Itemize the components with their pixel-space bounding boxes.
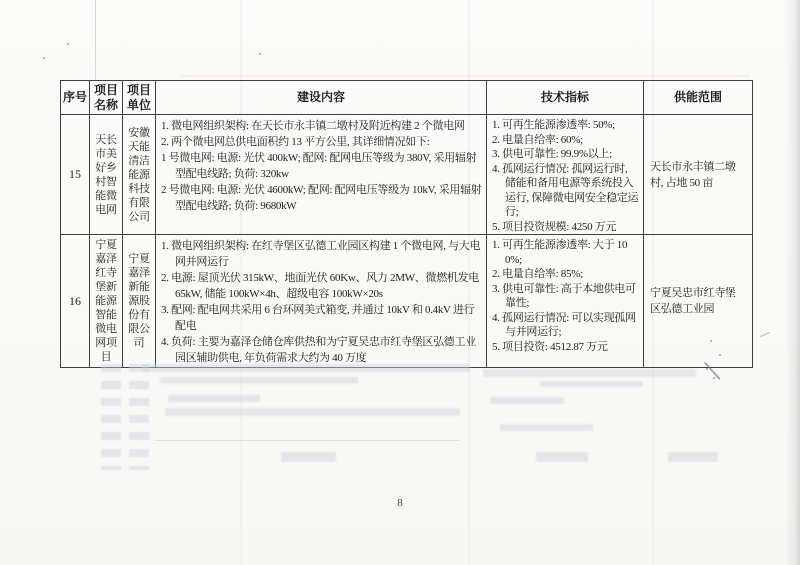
column-header-project-unit: 项目单位 bbox=[123, 81, 156, 115]
bleed-through-artifact bbox=[142, 364, 470, 372]
indicator-line: 2. 电量自给率: 85%; bbox=[492, 268, 583, 280]
cell-construction-content bbox=[156, 235, 487, 368]
cell-technical-indicators bbox=[487, 235, 644, 368]
indicator-line: 5. 项目投资规模: 4250 万元 bbox=[492, 220, 617, 233]
cell-project-name: 天长市美好乡村智能微电网 bbox=[90, 115, 123, 235]
content-line: 2. 两个微电网总供电面积约 13 平方公里, 其详细情况如下: bbox=[161, 136, 430, 148]
table-row-16 bbox=[61, 235, 753, 368]
ink-speck bbox=[67, 43, 69, 45]
project-table bbox=[60, 80, 753, 368]
column-header-technical-indicators: 技术指标 bbox=[487, 81, 644, 115]
bleed-through-artifact bbox=[536, 452, 588, 462]
ink-speck bbox=[259, 53, 261, 55]
cell-supply-scope: 宁夏吴忠市红寺堡区弘德工业园 bbox=[644, 235, 753, 368]
column-header-supply-scope: 供能范围 bbox=[644, 81, 753, 115]
cell-seq-number: 15 bbox=[61, 115, 90, 235]
indicator-line: 3. 供电可靠性: 高于本地供电可靠性; bbox=[492, 282, 636, 309]
table-row-15 bbox=[61, 115, 753, 235]
cell-project-unit: 宁夏嘉泽新能源股份有限公司 bbox=[123, 235, 156, 368]
content-line: 1 号微电网: 电源: 光伏 400kW; 配网: 配网电压等级为 380V, 采用辐射型配电线路; 负荷: 320kw bbox=[161, 152, 477, 180]
indicator-line: 1. 可再生能源渗透率: 大于 100%; bbox=[492, 239, 628, 266]
bleed-through-artifact bbox=[155, 440, 460, 441]
bleed-through-artifact bbox=[668, 452, 718, 462]
content-line: 2. 电源: 屋顶光伏 315kW、地面光伏 60Kw、风力 2MW、微燃机发电 65kW, 储能 100kW×4h、超级电容 100kW×20s bbox=[161, 272, 479, 300]
ink-speck bbox=[713, 377, 715, 379]
fold-line bbox=[95, 0, 96, 80]
content-line: 4. 负荷: 主要为嘉泽仓储仓库供热和为宁夏吴忠市红寺堡区弘德工业园区辅助供电, 年负荷需求大约为 40 万度 bbox=[161, 336, 476, 364]
bleed-through-artifact bbox=[165, 408, 460, 416]
table-header-row bbox=[61, 81, 753, 115]
bleed-through-artifact bbox=[101, 364, 121, 470]
bleed-through-artifact bbox=[540, 381, 643, 387]
ink-speck bbox=[719, 354, 721, 356]
content-line: 2 号微电网: 电源: 光伏 4600kW; 配网: 配网电压等级为 10kV, 采用辐射型配电线路; 负荷: 9680kW bbox=[161, 184, 482, 212]
bleed-through-artifact bbox=[281, 452, 336, 462]
bleed-through-artifact bbox=[483, 369, 696, 377]
bleed-through-artifact bbox=[490, 397, 564, 404]
ink-speck bbox=[43, 57, 45, 59]
content-line: 1. 微电网组织架构: 在红寺堡区弘德工业园区构建 1 个微电网, 与大电网并网运行 bbox=[161, 240, 481, 268]
cell-seq-number: 16 bbox=[61, 235, 90, 368]
scan-edge-shadow bbox=[786, 0, 800, 565]
indicator-line: 4. 孤网运行情况: 可以实现孤网与并网运行; bbox=[492, 311, 636, 338]
ink-speck bbox=[706, 368, 708, 370]
pen-scratch bbox=[760, 332, 769, 337]
cell-project-name: 宁夏嘉泽红寺堡新能源智能微电网项目 bbox=[90, 235, 123, 368]
indicator-line: 3. 供电可靠性: 99.9%以上; bbox=[492, 148, 612, 160]
column-header-seq: 序号 bbox=[61, 81, 90, 115]
indicator-line: 4. 孤网运行情况: 孤网运行时, 储能和备用电源等系统投入运行, 保障微电网安全稳定运行; bbox=[492, 162, 639, 218]
indicator-line: 5. 项目投资: 4512.87 万元 bbox=[492, 340, 608, 353]
bleed-through-artifact bbox=[160, 377, 358, 384]
cell-construction-content bbox=[156, 115, 487, 235]
cell-supply-scope: 天长市永丰镇二墩村, 占地 50 亩 bbox=[644, 115, 753, 235]
content-line: 1. 微电网组织架构: 在天长市永丰镇二墩村及附近构建 2 个微电网 bbox=[161, 120, 465, 132]
cell-project-unit: 安徽天能清洁能源科技有限公司 bbox=[123, 115, 156, 235]
bleed-through-artifact bbox=[500, 424, 593, 431]
ink-speck bbox=[710, 340, 712, 342]
column-header-construction-content: 建设内容 bbox=[156, 81, 487, 115]
page-number: 8 bbox=[397, 497, 403, 509]
bleed-through-artifact bbox=[168, 395, 260, 402]
indicator-line: 1. 可再生能源渗透率: 50%; bbox=[492, 119, 615, 131]
bleed-through-artifact bbox=[180, 75, 750, 77]
cell-technical-indicators bbox=[487, 115, 644, 235]
bleed-through-artifact bbox=[129, 364, 149, 470]
column-header-project-name: 项目名称 bbox=[90, 81, 123, 115]
content-line: 3. 配网: 配电网共采用 6 台环网美式箱变, 并通过 10kV 和 0.4kV 进行配电 bbox=[161, 304, 475, 332]
indicator-line: 2. 电量自给率: 60%; bbox=[492, 133, 583, 146]
